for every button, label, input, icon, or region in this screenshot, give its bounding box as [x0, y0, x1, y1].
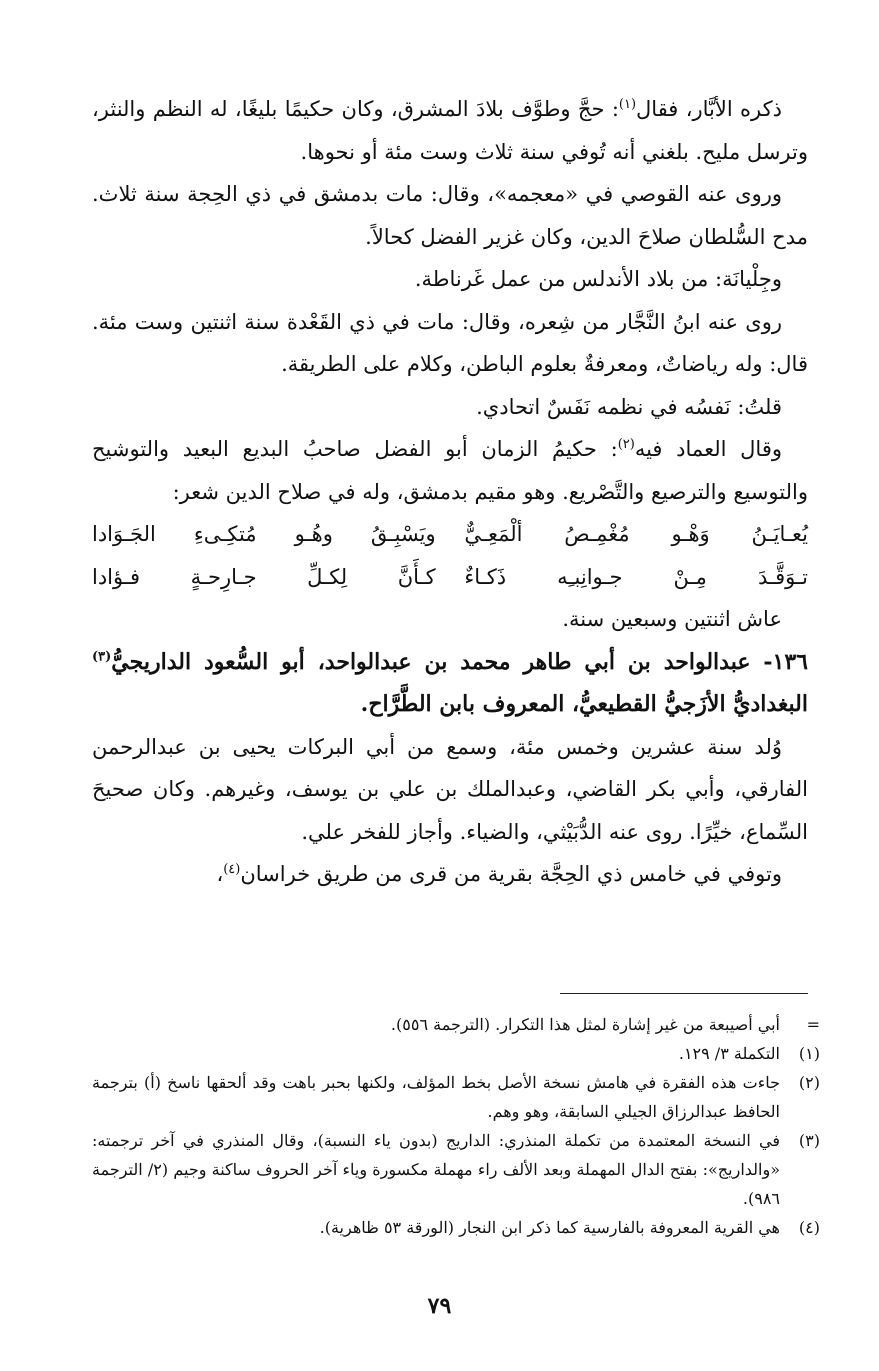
footnote-marker: (٢) [798, 1073, 820, 1092]
footnote-text: في النسخة المعتمدة من تكملة المنذري: الداريج (بدون ياء النسبة)، وقال المنذري في آخر ترجمته: «والداريج»: بفتح الدال المهملة وبعد الألف راء مهملة مكسورة وياء آخر الحروف ساكنة وجيم (٢/ الترجمة ٩٨٦). [92, 1131, 780, 1208]
verse-2-first-hemistich: تـوَقَّـدَ مِـنْ جـوانِبـِه ذَكـاءٌ [464, 564, 808, 589]
footnote-marker: = [806, 1015, 820, 1034]
paragraph-7: عاش اثنتين وسبعين سنة. [562, 607, 782, 631]
poem [92, 513, 808, 598]
verse-1-second-hemistich: ويَسْبِـقُ وهُـو مُتكِـىءِ الجَـوَادا [92, 522, 436, 546]
paragraph-9: وتوفي في خامس ذي الحِجَّة بقرية من قرى من طريق خراسان$^{(٤)}$، [216, 862, 782, 886]
footnote-marker: (٤) [798, 1218, 820, 1237]
footnote-continuation [92, 1010, 820, 1039]
paragraph-3: وجِلْيانَة: من بلاد الأندلس من عمل غَرناطة. [414, 267, 782, 291]
verse-2-second-hemistich: كـأَنَّ لِكـلِّ جـارِحـةٍ فـؤادا [92, 564, 436, 589]
footnote-separator [560, 993, 808, 994]
footnote-text: هي القرية المعروفة بالفارسية كما ذكر ابن النجار (الورقة ٥٣ ظاهرية). [319, 1218, 780, 1237]
entry-heading: ١٣٦- عبدالواحد بن أبي طاهر محمد بن عبدالواحد، أبو السُّعود الداريجيُّ$^{(٣)}$ البغداديُّ الأزَجيُّ القطيعيُّ، المعروف بابن الطَّرَّاح. [92, 648, 808, 717]
footnote-2 [92, 1068, 820, 1126]
verse-line-1 [92, 513, 808, 556]
verse-line-2 [92, 556, 808, 599]
footnotes [92, 1010, 820, 1242]
footnote-4 [92, 1213, 820, 1242]
footnote-1 [92, 1039, 820, 1068]
paragraph-8: وُلد سنة عشرين وخمس مئة، وسمع من أبي البركات يحيى بن عبدالرحمن الفارقي، وأبي بكر القاضي، وعبدالملك بن علي بن يوسف، وغيرهم. وكان صحيحَ السِّماع، خيِّرًا. روى عنه الدُّبَيْثي، والضياء. وأجاز للفخر علي. [92, 734, 808, 844]
footnote-marker: (٣) [798, 1131, 820, 1150]
paragraph-6: وقال العماد فيه$^{(٢)}$: حكيمُ الزمان أبو الفضل صاحبُ البديع البعيد والتوشيح والتوسيع والترصيع والتَّصْريع. وهو مقيم بدمشق، وله في صلاح الدين شعر: [92, 437, 808, 504]
footnote-3 [92, 1126, 820, 1213]
footnote-ref-1[interactable]: (١) [618, 97, 637, 112]
footnote-text: التكملة ٣/ ١٢٩. [678, 1044, 780, 1063]
verse-1-first-hemistich: يُعـايَـنُ وَهْـو مُغْمِـصُ ألْمَعِـيٌّ [464, 522, 808, 546]
paragraph-5: قلتُ: نَفسُه في نظمه نَفَسٌ اتحادي. [476, 394, 782, 419]
footnote-ref-3[interactable]: (٣) [92, 649, 112, 665]
paragraph-4: روى عنه ابنُ النَّجَّار من شِعره، وقال: مات في ذي القَعْدة سنة اثنتين وست مئة. قال: وله رياضاتٌ، ومعرفةٌ بعلوم الباطن، وكلام على الطريقة. [92, 309, 808, 376]
footnote-text: أبي أصيبعة من غير إشارة لمثل هذا التكرار. (الترجمة ٥٥٦). [390, 1015, 780, 1034]
page-number: ٧٩ [427, 1293, 452, 1319]
footnote-marker: (١) [798, 1044, 820, 1063]
footnote-ref-4[interactable]: (٤) [223, 862, 241, 877]
paragraph-1: ذكره الأبَّار، فقال$^{(١)}$: حجَّ وطوَّف بلادَ المشرق، وكان حكيمًا بليغًا، له النظم والنثر، وترسل مليح. بلغني أنه تُوفي سنة ثلاث وست مئة أو نحوها. [92, 97, 808, 164]
footnote-text: جاءت هذه الفقرة في هامش نسخة الأصل بخط المؤلف، ولكنها بحبر باهت وقد ألحقها ناسخ (أ) بترجمة الحافظ عبدالرزاق الجيلي السابقة، وهو وهم. [92, 1073, 780, 1121]
main-text [92, 88, 808, 896]
paragraph-2: وروى عنه القوصي في «معجمه»، وقال: مات بدمشق في ذي الحِجة سنة ثلاث. مدح السُّلطان صلاحَ الدين، وكان غزير الفضل كحالاً. [92, 182, 808, 249]
footnote-ref-2[interactable]: (٢) [617, 437, 635, 452]
